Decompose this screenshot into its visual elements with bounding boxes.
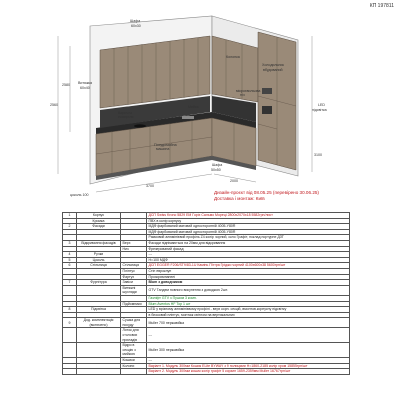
spec-row-subname: Колони bbox=[121, 363, 147, 369]
label-pechy: піч bbox=[240, 93, 245, 97]
spec-row-value: Muller 700 нержавійка bbox=[147, 318, 350, 328]
dim-bottom-right: 2000 bbox=[230, 179, 238, 183]
spec-row-value: --- bbox=[147, 358, 350, 364]
spec-row-value: Blum Aventos HF Top 1 шт bbox=[147, 301, 350, 307]
spec-row-subname: Кошики bbox=[121, 358, 147, 364]
spec-row-name: Дод. комплектація (включено) bbox=[77, 318, 121, 328]
spec-row-subname: Сушка для посуду bbox=[121, 318, 147, 328]
label-shafa-low: Шафа bbox=[212, 163, 223, 167]
label-posud: Посудомийна bbox=[154, 143, 177, 147]
spec-row-value: Варіант 2. Модуль 300мм кошик колір графіт 5 корзин 1659-2359мм Muller 16767грн/шт bbox=[147, 369, 350, 375]
spec-row-number: 2 bbox=[63, 224, 77, 230]
dim-right: 3100 bbox=[314, 153, 322, 157]
spec-row-subname: Плінтус bbox=[121, 268, 147, 274]
label-shafa-low-sub: 50х50 bbox=[211, 168, 221, 172]
spec-row-name bbox=[77, 343, 121, 358]
spec-row bbox=[63, 285, 350, 295]
spec-row-subname: Низ bbox=[121, 246, 147, 252]
spec-row-value: --- bbox=[147, 252, 350, 258]
spec-row-number: 3 bbox=[63, 240, 77, 246]
spec-row-value: МДФ фарбований матовий односторонній 4005-Y80R bbox=[147, 224, 350, 230]
spec-row-value: Рамковий алюмінієвий профіль Z4 колір чорний, скло Графіт, поклад портурне ДЗТ bbox=[147, 235, 350, 241]
spec-row-value: --- bbox=[147, 328, 350, 343]
spec-row-value: Варіант 1. Модуль 300мм Кошик ELite BYWAY з 9 полицями Н=1860-2185 колір хром 15855грн/шт bbox=[147, 363, 350, 369]
spec-row-subname: Верх bbox=[121, 240, 147, 246]
spec-row-name: Корпус bbox=[77, 213, 121, 219]
spec-row-value: Газліфт GTV з Пушом 3 комп. bbox=[147, 295, 350, 301]
label-poverkhnia: поверхня bbox=[118, 115, 134, 119]
spec-row-subname: Стільниця bbox=[121, 263, 147, 269]
spec-row-number: 8 bbox=[63, 307, 77, 313]
spec-row-name: Відкривання фасадів bbox=[77, 240, 121, 246]
spec-row-value: Фрезерований фасад bbox=[147, 246, 350, 252]
dim-left-inner: 2580 bbox=[62, 83, 70, 87]
spec-row-subname: Витяжні шухляди bbox=[121, 285, 147, 295]
spec-row-name bbox=[77, 328, 121, 343]
microwave-icon bbox=[262, 88, 272, 94]
spec-row-subname: Підйомники bbox=[121, 301, 147, 307]
client-note bbox=[214, 190, 319, 201]
label-kholodylnyk: Холодильник bbox=[262, 63, 284, 67]
sink-icon bbox=[182, 116, 194, 119]
spec-row-number: 5 bbox=[63, 257, 77, 263]
spec-row-name: Фурнітура bbox=[77, 280, 121, 286]
spec-row-number: 6 bbox=[63, 263, 77, 269]
spec-row-subname bbox=[121, 369, 147, 375]
spec-row-value: LED у врізному алюмінієвому профілі - верх корп. секцій, вмонтов.корпусну підсвітку bbox=[147, 307, 350, 313]
spec-row-name: Стільниця bbox=[77, 263, 121, 269]
spec-row-number: 4 bbox=[63, 252, 77, 258]
document-code: КП 197811 bbox=[369, 3, 394, 9]
spec-row-name: Кромка bbox=[77, 218, 121, 224]
label-vbud: вбудований bbox=[263, 68, 283, 72]
spec-row-value: GTV Тандем повного висунення з доводкою 2шт. bbox=[147, 285, 350, 295]
spec-row bbox=[63, 369, 350, 375]
spec-row-subname: Відро в секцію з мийкою bbox=[121, 343, 147, 358]
spec-row-value: ПВХ в колір корпусу bbox=[147, 218, 350, 224]
label-mashyna: машина bbox=[156, 147, 170, 151]
spec-row-value: Muller 300 нержавійка bbox=[147, 343, 350, 358]
label-myika: Мийка bbox=[188, 105, 199, 109]
spec-row-value: Стін евроклуп bbox=[147, 268, 350, 274]
spec-row-name: Підсвітка bbox=[77, 307, 121, 313]
label-vytyazhka-sub: 60х40 bbox=[80, 86, 90, 90]
spec-row-name: Ручки bbox=[77, 252, 121, 258]
spec-row-value: ДСП Swiss Krono 5829 ЕМ Горіх Сальмо Мореці 2800х2070х18 5582грн/лист bbox=[147, 213, 350, 219]
spec-row-number bbox=[63, 285, 77, 295]
spec-row-value: МДФ фарбований матовий односторонній 4005-Y80R bbox=[147, 229, 350, 235]
client-note-line1: Дизайн-проєкт від 08.05.25 (перевірено 30.06.25) bbox=[214, 190, 319, 195]
spec-row-value: в блоковий плінтус, монтаж світлом на вертикальних bbox=[147, 312, 350, 318]
label-varochna: Варочна bbox=[118, 111, 133, 115]
spec-row-name: Цоколь bbox=[77, 257, 121, 263]
spec-row-value: Blum з доводчиком bbox=[147, 280, 350, 286]
spec-row-name: Фасади bbox=[77, 224, 121, 230]
spec-row-value: Фасади піднімаються на 20мм для відкривання bbox=[147, 240, 350, 246]
spec-row-name bbox=[77, 285, 121, 295]
label-shafa: Шафа bbox=[130, 19, 141, 23]
spec-row-subname: Завіси bbox=[121, 280, 147, 286]
hob-icon bbox=[134, 124, 146, 127]
spec-row-value: Прозоримпанелі bbox=[147, 274, 350, 280]
spec-row-number bbox=[63, 343, 77, 358]
spec-row bbox=[63, 328, 350, 343]
spec-row-number: 1 bbox=[63, 213, 77, 219]
label-mikro: мікрохвильова bbox=[236, 89, 261, 93]
spec-row bbox=[63, 318, 350, 328]
spec-row bbox=[63, 343, 350, 358]
spec-table bbox=[62, 212, 350, 375]
spec-row-value: Н=100 МДФ bbox=[147, 257, 350, 263]
spec-table-body bbox=[63, 213, 350, 375]
label-kolonka: Колонка bbox=[226, 55, 240, 59]
spec-row-number: 9 bbox=[63, 318, 77, 328]
dim-left-outer: 2560 bbox=[50, 103, 58, 107]
label-led-sub: підсвітка bbox=[312, 108, 327, 112]
label-duhova: Духова bbox=[244, 103, 256, 107]
kitchen-drawing bbox=[0, 6, 400, 212]
spec-row-value: ДСП EGGER F206/ST9/83-1U Камінь П'єтра Гріджо чорний 4100х600х38 5600грн/шт bbox=[147, 263, 350, 269]
kitchen-render-svg bbox=[0, 6, 400, 212]
spec-row-number: 7 bbox=[63, 280, 77, 286]
label-vytyazhka: Витяжка bbox=[78, 81, 93, 85]
client-note-line2: Доставка і монтаж: Київ bbox=[214, 195, 265, 201]
spec-row-number bbox=[63, 328, 77, 343]
spec-row-name bbox=[77, 369, 121, 375]
spec-row-subname: Лоток для столових приладів bbox=[121, 328, 147, 343]
dim-bottom-left: 3700 bbox=[146, 184, 154, 188]
label-led: LED bbox=[318, 103, 325, 107]
spec-row-subname: Фартух bbox=[121, 274, 147, 280]
spec-row-number bbox=[63, 369, 77, 375]
label-tsokol: цоколь 100 bbox=[70, 193, 89, 197]
label-shafa-sub: 60х30 bbox=[131, 24, 141, 28]
oven-icon bbox=[262, 106, 272, 114]
